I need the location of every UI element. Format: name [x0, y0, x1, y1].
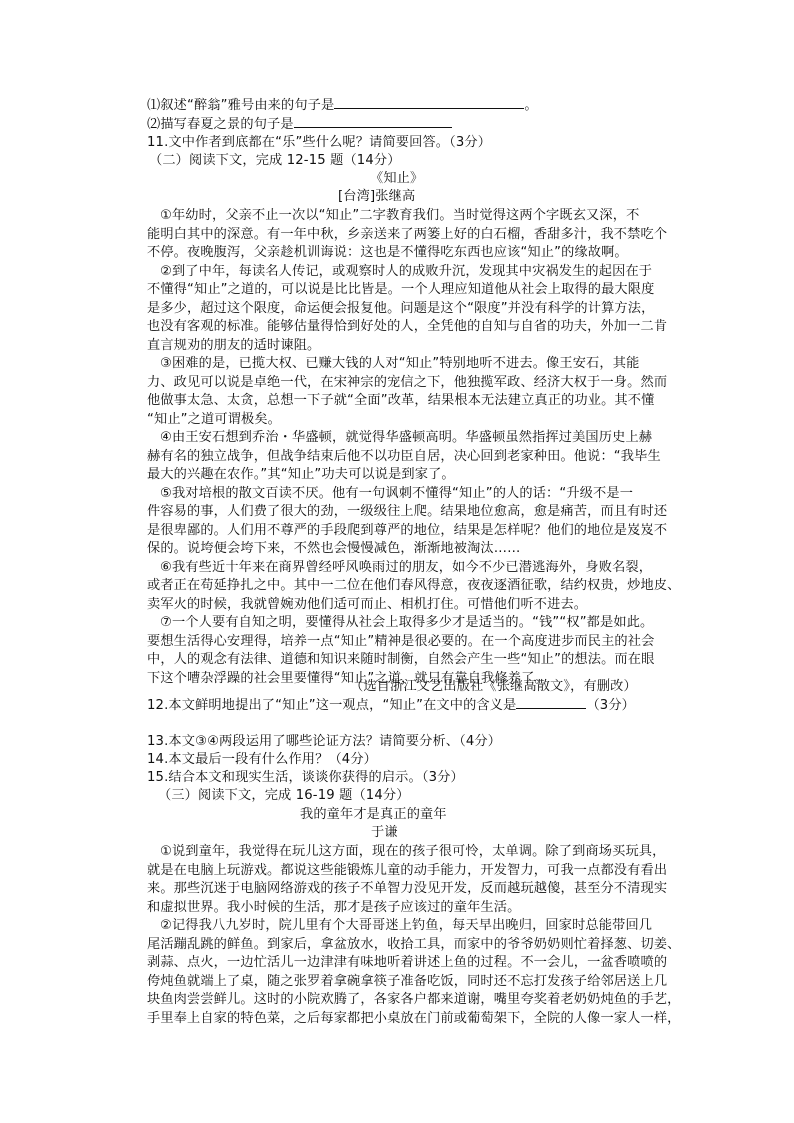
text-line: 也没有客观的标准。能够估量得恰到好处的人，全凭他的自知与自省的功夫，外加一二肯	[147, 319, 668, 334]
text-line: 和虚拟世界。我小时候的生活，那才是孩子应该过的童年生活。	[147, 899, 521, 915]
text-line: 不懂得“知止”之道的，可以说是比比皆是。一个人理应知道他从社会上取得的最大限度	[147, 282, 655, 297]
text-line: ③困难的是，已揽大权、已赚大钱的人对“知止”特别地听不进去。像王安石，其能	[160, 356, 640, 371]
text-line: 卖军火的时候，我就曾婉劝他们适可而止、相机打住。可惜他们听不进去。	[147, 596, 588, 612]
section-2-author: [台湾]张继高	[338, 189, 416, 204]
text-line: 保的。说垮便会垮下来，不然也会慢慢减色，渐渐地被淘汰……	[147, 541, 521, 556]
text-line: ①年幼时，父亲不止一次以“知止”二字教育我们。当时觉得这两个字既玄又深，不	[160, 208, 640, 223]
question-14: 14.本文最后一段有什么作用？（4分）	[147, 752, 378, 767]
q10-line-1-text: ⑴叙述“醉翁”雅号由来的句子是	[147, 98, 335, 113]
question-12	[147, 696, 635, 715]
text-line: 要想生活得心安理得，培养一点“知止”精神是很必要的。在一个高度进步而民主的社会	[147, 633, 655, 649]
text-line: ⑤我对培根的散文百读不厌。他有一句讽刺不懂得“知止”的人的话：“升级不是一	[160, 485, 634, 501]
text-line: 块鱼肉尝尝鲜儿。这时的小院欢腾了，各家各户都来道谢，嘴里夸奖着老奶奶炖鱼的手艺，	[147, 992, 681, 1007]
section-3-heading: （三）阅读下文，完成 16-19 题（14分）	[158, 788, 410, 803]
text-line: 他做事太急、太贪，总想一下子就“全面”改革，结果根本无法建立真正的功业。其不懂	[147, 393, 655, 408]
text-line: ②到了中年，每读名人传记，或观察时人的成败升沉，发现其中灾祸发生的起因在于	[160, 263, 653, 279]
section-3-author: 于谦	[371, 825, 398, 840]
text-line: ⑥我有些近十年来在商界曾经呼风唤雨过的朋友，如今不少已潜逃海外，身败名裂，	[160, 559, 653, 575]
text-line: 就是在电脑上玩游戏。都说这些能锻炼儿童的动手能力，开发智力，可我一点都没有看出	[147, 862, 668, 878]
text-line: 剥蒜、点火，一边忙活儿一边津津有味地听着讲述上鱼的过程。不一会儿，一盆香喷喷的	[147, 955, 668, 970]
question-11: 11.文中作者到底都在“乐”些什么呢？请简要回答。（3分）	[147, 135, 492, 150]
q10-line-1-end: 。	[524, 98, 538, 113]
answer-blank[interactable]	[334, 96, 524, 109]
section-3-title: 我的童年才是真正的童年	[300, 807, 447, 822]
text-line: 力、政见可以说是卓绝一代，在宋神宗的宠信之下，他独揽军政、经济大权于一身。然而	[147, 374, 668, 390]
text-line: ⑦一个人要有自知之明，要懂得从社会上取得多少才是适当的。“钱”“权”都是如此。	[160, 615, 654, 630]
answer-blank[interactable]	[516, 696, 586, 709]
text-line: 手里奉上自家的特色菜，之后每家都把小桌放在门前或葡萄架下，全院的人像一家人一样，	[147, 1010, 681, 1026]
question-13: 13.本文③④两段运用了哪些论证方法？请简要分析、（4分）	[147, 734, 502, 749]
section-2-source: （选自浙江文艺出版社《张继高散文》，有删改）	[350, 679, 637, 694]
text-line: 或者正在苟延挣扎之中。其中一二位在他们春风得意，夜夜逐酒征歌，结约权贵，炒地皮、	[147, 578, 681, 593]
q10-line-2-text: ⑵描写春夏之景的句子是	[147, 117, 294, 132]
question-12-score: （3分）	[586, 698, 636, 713]
text-line: ④由王安石想到乔治・华盛顿，就觉得华盛顿高明。华盛顿虽然指挥过美国历史上赫	[160, 430, 653, 445]
text-line: 尾活蹦乱跳的鲜鱼。到家后，拿盆放水，收拾工具，而家中的爷爷奶奶则忙着择葱、切姜、	[147, 936, 681, 952]
question-12-text: 12.本文鲜明地提出了“知止”这一观点，“知止”在文中的含义是	[147, 698, 517, 713]
text-line: 不停。夜晚腹泻，父亲趁机训诲说：这也是不懂得吃东西也应该“知止”的缘故啊。	[147, 245, 628, 260]
q10-line-2	[147, 115, 452, 134]
section-2-title: 《知止》	[370, 171, 424, 186]
section-2-heading: （二）阅读下文，完成 12-15 题（14分）	[149, 153, 401, 168]
text-line: 直言规劝的朋友的适时谏阻。	[147, 337, 321, 353]
text-line: ①说到童年，我觉得在玩儿这方面，现在的孩子很可怜，太单调。除了到商场买玩具，	[160, 844, 666, 859]
text-line: 能明白其中的深意。有一年中秋，乡亲送来了两篓上好的白石榴，香甜多汁，我不禁吃个	[147, 226, 668, 242]
answer-blank[interactable]	[294, 115, 452, 128]
text-line: 侉炖鱼就端上了桌，随之张罗着拿碗拿筷子准备吃饭，同时还不忘打发孩子给邻居送上几	[147, 973, 668, 989]
text-line: ②记得我八九岁时，院儿里有个大哥哥迷上钓鱼，每天早出晚归，回家时总能带回几	[160, 918, 653, 933]
text-line: 是多少，超过这个限度，命运便会报复他。问题是这个“限度”并没有科学的计算方法，	[147, 300, 655, 316]
text-line: 来。那些沉迷于电脑网络游戏的孩子不单智力没见开发，反而越玩越傻，甚至分不清现实	[147, 881, 668, 896]
text-line: 赫有名的独立战争，但战争结束后他不以功臣自居，决心回到老家种田。他说：“我毕生	[147, 448, 661, 464]
text-line: 下这个嘈杂浮躁的社会里要懂得“知止”之道，就只有靠自我修养了。	[147, 670, 548, 686]
text-line: 中，人的观念有法律、道德和知识来随时制衡，自然会产生一些“知止”的想法。而在眼	[147, 652, 655, 667]
text-line: 是很卑鄙的。人们用不尊严的手段爬到尊严的地位，结果是怎样呢？他们的地位是岌岌不	[147, 522, 668, 538]
text-line: 件容易的事，人们费了很大的劲，一级级往上爬。结果地位愈高，愈是痛苦，而且有时还	[147, 504, 668, 519]
text-line: 最大的兴趣在农作。”其“知止”功夫可以说是到家了。	[147, 467, 455, 482]
q10-line-1	[147, 96, 538, 115]
text-line: “知止”之道可谓极矣。	[147, 411, 282, 427]
question-15: 15.结合本文和现实生活，谈谈你获得的启示。（3分）	[147, 770, 464, 785]
